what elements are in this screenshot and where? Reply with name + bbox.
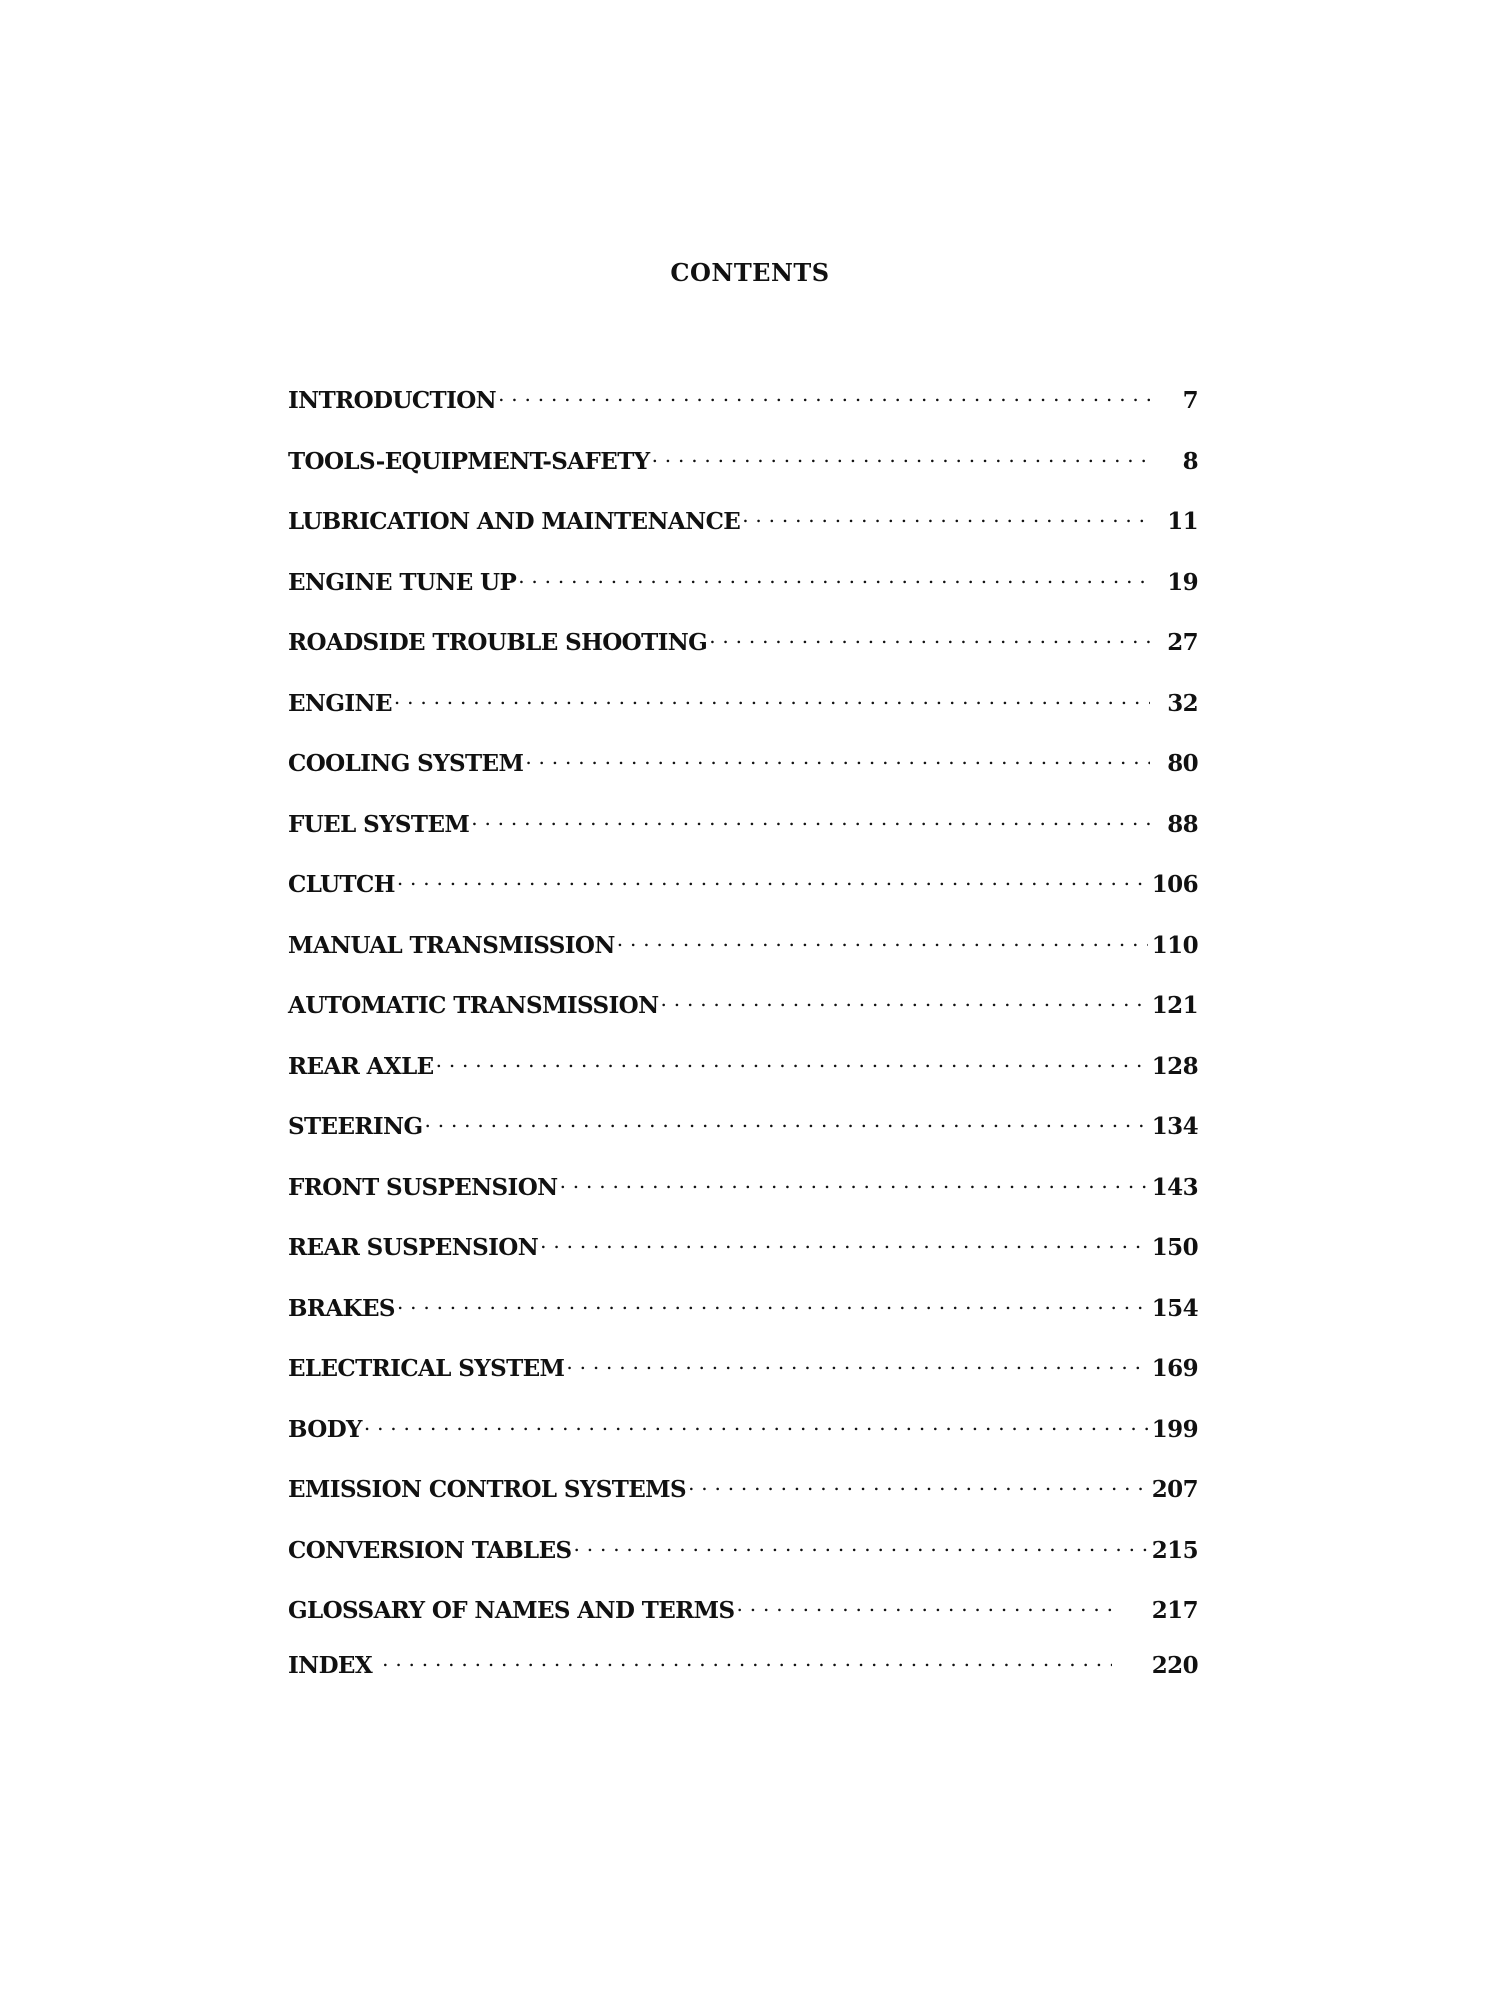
dot-leader bbox=[397, 864, 1148, 892]
toc-entry-page-number: 110 bbox=[1151, 931, 1198, 959]
toc-entry-page-number: 88 bbox=[1167, 810, 1198, 838]
dot-leader bbox=[661, 985, 1148, 1013]
toc-entry-page-number: 143 bbox=[1151, 1173, 1198, 1201]
toc-entry-conversion-tables[interactable] bbox=[288, 1530, 1198, 1564]
dot-leader bbox=[652, 441, 1150, 469]
toc-entry-introduction[interactable] bbox=[288, 380, 1198, 414]
toc-entry-label: COOLING SYSTEM bbox=[288, 750, 524, 777]
toc-entry-cooling-system[interactable] bbox=[288, 743, 1198, 777]
dot-leader bbox=[525, 743, 1150, 771]
toc-entry-label: MANUAL TRANSMISSION bbox=[288, 931, 615, 959]
toc-entry-label: CLUTCH bbox=[288, 871, 395, 898]
toc-entry-roadside-trouble-shooting[interactable] bbox=[288, 622, 1198, 656]
toc-entry-label: REAR AXLE bbox=[288, 1052, 434, 1080]
toc-entry-index[interactable] bbox=[288, 1645, 1198, 1679]
toc-entry-brakes[interactable] bbox=[288, 1288, 1198, 1322]
toc-entry-page-number: 106 bbox=[1151, 871, 1198, 898]
toc-entry-label: CONVERSION TABLES bbox=[288, 1536, 572, 1564]
toc-entry-label: BODY bbox=[288, 1415, 362, 1443]
toc-entry-page-number: 220 bbox=[1151, 1652, 1198, 1679]
toc-entry-body[interactable] bbox=[288, 1409, 1198, 1443]
dot-leader bbox=[394, 683, 1150, 711]
toc-entry-label: FUEL SYSTEM bbox=[288, 810, 470, 838]
dot-leader bbox=[436, 1046, 1148, 1074]
dot-leader bbox=[425, 1106, 1148, 1134]
toc-entry-label: INTRODUCTION bbox=[288, 387, 497, 414]
dot-leader bbox=[518, 562, 1150, 590]
toc-entry-page-number: 80 bbox=[1167, 750, 1198, 777]
toc-entry-page-number: 7 bbox=[1182, 387, 1198, 414]
dot-leader bbox=[471, 804, 1150, 832]
toc-entry-page-number: 8 bbox=[1182, 447, 1198, 475]
dot-leader bbox=[397, 1288, 1148, 1316]
toc-entry-rear-suspension[interactable] bbox=[288, 1227, 1198, 1261]
dot-leader bbox=[566, 1348, 1147, 1376]
toc-entry-page-number: 207 bbox=[1151, 1476, 1198, 1503]
toc-entry-label: LUBRICATION AND MAINTENANCE bbox=[288, 508, 741, 535]
dot-leader bbox=[560, 1167, 1148, 1195]
toc-entry-label: ROADSIDE TROUBLE SHOOTING bbox=[288, 629, 708, 656]
toc-entry-manual-transmission[interactable] bbox=[288, 925, 1198, 959]
dot-leader bbox=[688, 1469, 1148, 1497]
dot-leader bbox=[617, 925, 1148, 953]
dot-leader bbox=[737, 1590, 1112, 1618]
toc-entry-page-number: 134 bbox=[1151, 1113, 1198, 1140]
toc-entry-fuel-system[interactable] bbox=[288, 804, 1198, 838]
toc-entry-page-number: 217 bbox=[1151, 1597, 1198, 1624]
toc-entry-rear-axle[interactable] bbox=[288, 1046, 1198, 1080]
toc-entry-front-suspension[interactable] bbox=[288, 1167, 1198, 1201]
dot-leader bbox=[742, 501, 1150, 529]
toc-entry-glossary-of-names-and-terms[interactable] bbox=[288, 1590, 1198, 1624]
toc-entry-automatic-transmission[interactable] bbox=[288, 985, 1198, 1019]
toc-entry-label: ENGINE TUNE UP bbox=[288, 568, 517, 596]
toc-entry-label: BRAKES bbox=[288, 1294, 395, 1322]
toc-entry-clutch[interactable] bbox=[288, 864, 1198, 898]
toc-entry-label: REAR SUSPENSION bbox=[288, 1234, 539, 1261]
page-title: CONTENTS bbox=[670, 258, 830, 287]
toc-entry-page-number: 32 bbox=[1167, 689, 1198, 717]
toc-entry-engine-tune-up[interactable] bbox=[288, 562, 1198, 596]
dot-leader bbox=[709, 622, 1150, 650]
toc-entry-tools-equipment-safety[interactable] bbox=[288, 441, 1198, 475]
toc-entry-label: STEERING bbox=[288, 1113, 423, 1140]
toc-entry-page-number: 19 bbox=[1167, 568, 1198, 596]
toc-entry-page-number: 11 bbox=[1167, 508, 1198, 535]
toc-entry-emission-control-systems[interactable] bbox=[288, 1469, 1198, 1503]
toc-entry-page-number: 150 bbox=[1151, 1234, 1198, 1261]
toc-entry-label: ELECTRICAL SYSTEM bbox=[288, 1355, 565, 1382]
toc-entry-label: EMISSION CONTROL SYSTEMS bbox=[288, 1476, 687, 1503]
toc-entry-lubrication-and-maintenance[interactable] bbox=[288, 501, 1198, 535]
toc-entry-electrical-system[interactable] bbox=[288, 1348, 1198, 1382]
toc-entry-page-number: 215 bbox=[1151, 1536, 1198, 1564]
toc-entry-page-number: 154 bbox=[1151, 1294, 1198, 1322]
dot-leader bbox=[364, 1409, 1148, 1437]
toc-entry-page-number: 121 bbox=[1151, 992, 1198, 1019]
toc-entry-page-number: 199 bbox=[1151, 1415, 1198, 1443]
toc-entry-label: TOOLS-EQUIPMENT-SAFETY bbox=[288, 447, 650, 475]
toc-entry-page-number: 128 bbox=[1151, 1052, 1198, 1080]
toc-entry-page-number: 27 bbox=[1167, 629, 1198, 656]
toc-entry-label: ENGINE bbox=[288, 689, 392, 717]
toc-entry-label: FRONT SUSPENSION bbox=[288, 1173, 558, 1201]
dot-leader bbox=[574, 1530, 1148, 1558]
dot-leader bbox=[498, 380, 1150, 408]
toc-entry-label: GLOSSARY OF NAMES AND TERMS bbox=[288, 1597, 735, 1624]
toc-entry-page-number: 169 bbox=[1151, 1355, 1198, 1382]
dot-leader bbox=[540, 1227, 1148, 1255]
toc-entry-engine[interactable] bbox=[288, 683, 1198, 717]
toc-entry-label: AUTOMATIC TRANSMISSION bbox=[288, 992, 659, 1019]
toc-entry-label: INDEX bbox=[288, 1652, 373, 1679]
toc-entry-steering[interactable] bbox=[288, 1106, 1198, 1140]
dot-leader bbox=[382, 1645, 1112, 1673]
